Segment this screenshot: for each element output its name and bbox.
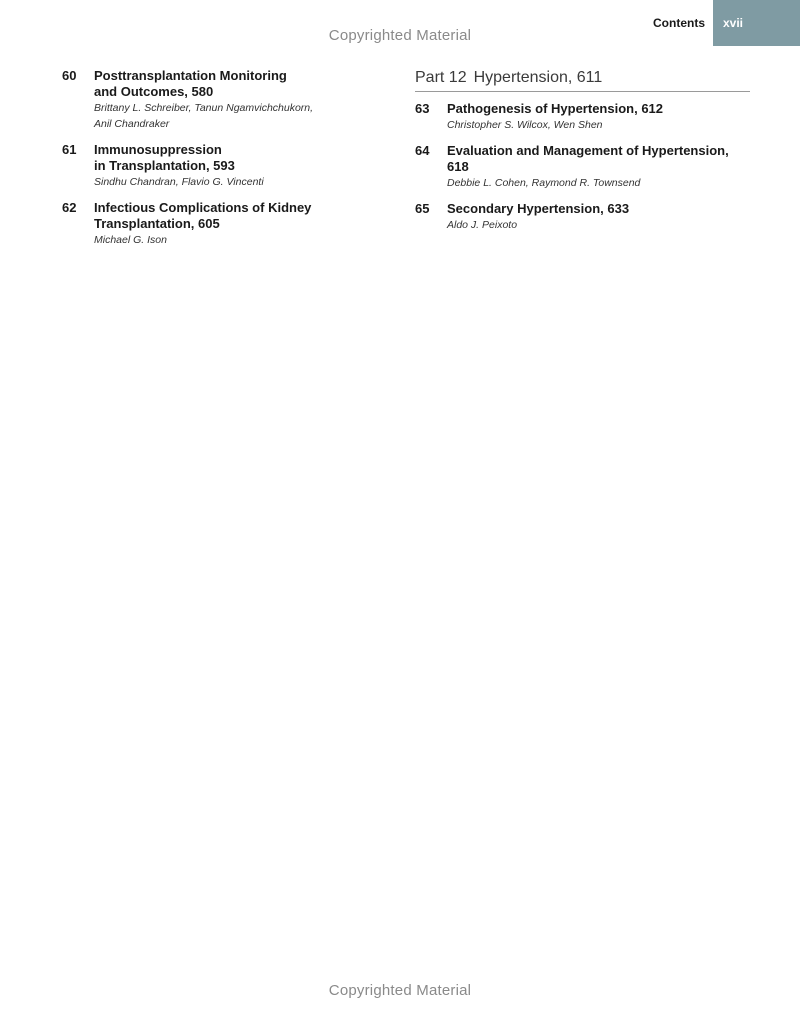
watermark-bottom: Copyrighted Material <box>328 982 472 999</box>
chapter-number: 62 <box>62 200 77 215</box>
running-head <box>653 0 800 46</box>
toc-entry[interactable] <box>415 201 750 233</box>
chapter-authors: Christopher S. Wilcox, Wen Shen <box>447 119 603 131</box>
part-title: Hypertension, 611 <box>473 69 603 86</box>
chapter-authors: Sindhu Chandran, Flavio G. Vincenti <box>94 176 264 188</box>
chapter-authors: Michael G. Ison <box>94 234 167 246</box>
toc-left-column <box>62 68 332 258</box>
chapter-number: 64 <box>415 143 430 158</box>
running-head-label: Contents <box>653 16 705 30</box>
part-heading[interactable] <box>415 68 750 92</box>
toc-entry[interactable] <box>62 142 332 190</box>
toc-entry[interactable] <box>415 143 750 191</box>
chapter-title[interactable]: Evaluation and Management of Hypertension, 618 <box>447 143 729 174</box>
part-label: Part 12 <box>415 69 467 86</box>
chapter-authors: Debbie L. Cohen, Raymond R. Townsend <box>447 177 641 189</box>
toc-entry[interactable] <box>415 101 750 133</box>
chapter-title[interactable]: Secondary Hypertension, 633 <box>447 201 630 216</box>
chapter-title[interactable]: Infectious Complications of Kidney Transplantation, 605 <box>94 200 312 231</box>
chapter-number: 63 <box>415 101 430 116</box>
chapter-title[interactable]: Posttransplantation Monitoring and Outcomes, 580 <box>94 68 287 99</box>
chapter-authors: Aldo J. Peixoto <box>447 219 518 231</box>
chapter-number: 65 <box>415 201 430 216</box>
toc-right-column <box>415 68 750 243</box>
chapter-authors: Brittany L. Schreiber, Tanun Ngamvichchukorn, Anil Chandraker <box>94 102 314 130</box>
toc-entry[interactable] <box>62 200 332 248</box>
chapter-title[interactable]: Immunosuppression in Transplantation, 593 <box>94 142 235 173</box>
chapter-number: 60 <box>62 68 77 83</box>
toc-entry[interactable] <box>62 68 332 132</box>
watermark-top: Copyrighted Material <box>328 27 472 44</box>
chapter-number: 61 <box>62 142 77 157</box>
page-number-tab: xvii <box>713 0 800 46</box>
chapter-title[interactable]: Pathogenesis of Hypertension, 612 <box>447 101 664 116</box>
